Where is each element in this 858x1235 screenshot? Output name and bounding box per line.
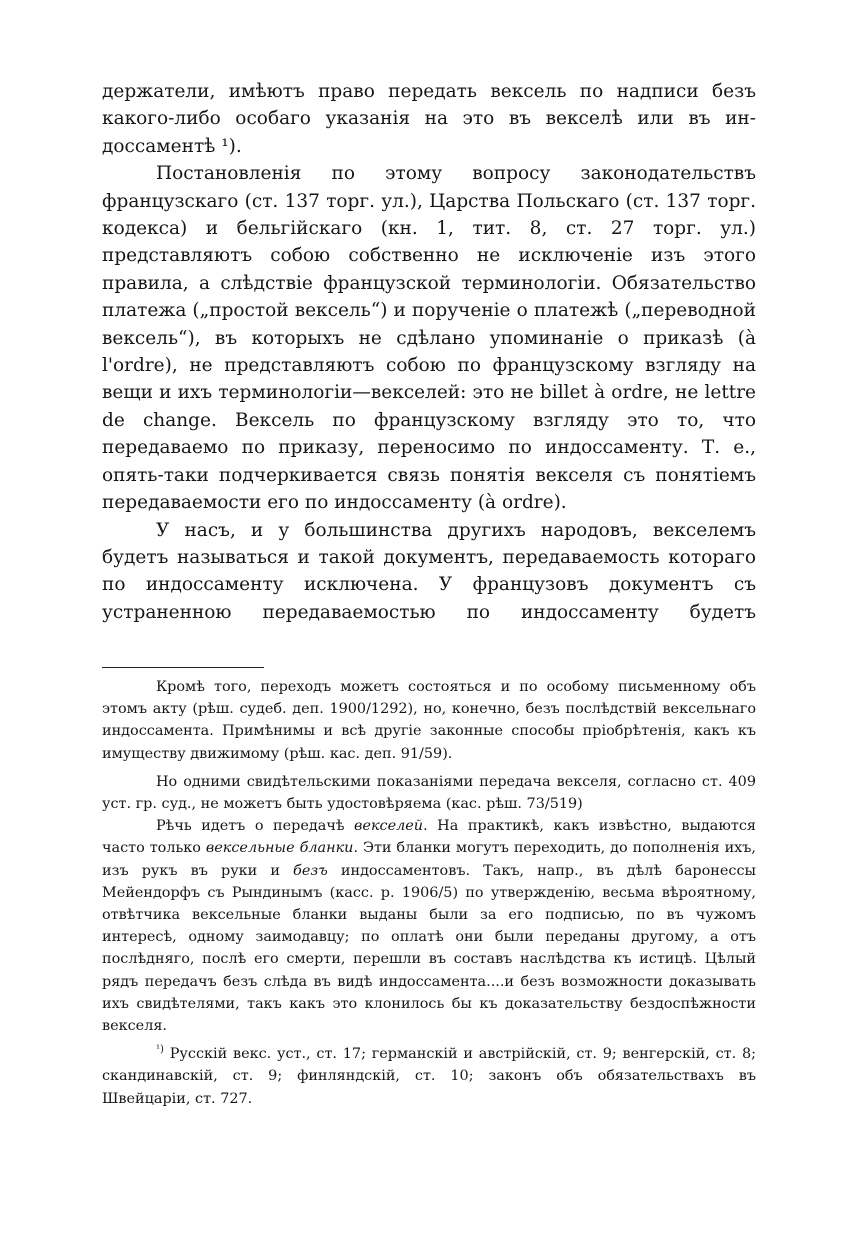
main-line-3: доссаментѣ ¹).	[102, 135, 242, 157]
paragraph-other-nations: У насъ, и у большинства другихъ народовъ, векселемъ будетъ называться и такой документъ, передаваемость котораго по индоссаменту исключена. У французовъ документъ съ устраненною передаваемостью по индоссаменту будетъ	[102, 519, 756, 623]
note-blank-bills-italic-3: безъ	[293, 862, 328, 879]
note-transfer-by-writing: Кромѣ того, переходъ можетъ состояться и по особому письменному объ этомъ акту (рѣш. судеб. деп. 1900/1292), но, конечно, безъ послѣдствій вексельнаго индоссамента. Примѣнимы и всѣ другіе законные способы пріобрѣтенія, какъ къ имуществу движимому (рѣш. кас. деп. 91/59).	[102, 679, 756, 762]
note-blank-bills	[102, 815, 756, 1037]
note-blank-bills-text-2: . На практикѣ, какъ извѣстно, выдаются часто только	[102, 818, 756, 857]
note-witness-testimony: Но одними свидѣтельскими показаніями передача векселя, согласно ст. 409 уст. гр. суд., не можетъ быть удостовѣряема (кас. рѣш. 73/519)	[102, 773, 756, 813]
paragraph-french-law: Постановленія по этому вопросу законодательствъ французскаго (ст. 137 торг. ул.), Царства Польскаго (ст. 137 торг. кодекса) и бельгійскаго (кн. 1, тит. 8, ст. 27 торг. ул.) представляютъ собою собственно не исключеніе изъ этого правила, а слѣдствіе французской терминологіи. Обязательство платежа („простой вексель“) и порученіе о платежѣ („переводной вексель“), въ которыхъ не сдѣлано упоминаніе о приказѣ (à l'ordre), не представляютъ собою по французскому взгляду на вещи и ихъ терминологіи—векселей: это не billet à ordre, не lettre de change. Вексель по французскому взгляду это то, что передаваемо по приказу, переносимо по индоссаменту. Т. е., опять-таки подчеркивается связь понятія векселя съ понятіемъ передаваемости его по индоссаменту (à ordre).	[102, 163, 756, 514]
note-blank-bills-text-3: . Эти бланки могутъ переходить, до пополненія ихъ, изъ рукъ въ руки и	[102, 840, 757, 879]
footnotes	[102, 676, 756, 1110]
note-blank-bills-text-1: Рѣчь идетъ о передачѣ	[156, 818, 355, 835]
note-blank-bills-italic-1: векселей	[354, 818, 424, 835]
main-line-1: держатели, имѣютъ право передать вексель по надписи безъ	[102, 81, 756, 102]
note-blank-bills-text-4: индоссаментовъ. Такъ, напр., въ дѣлѣ баронессы Мейендорфъ съ Рындинымъ (касс. р. 1906/5) по утвержденію, весьма вѣроятному, отвѣтчика вексельные бланки выданы были за его подписью, по въ чужомъ интересѣ, одному заимодавцу; по оплатѣ они были переданы другому, а отъ послѣдняго, послѣ его смерти, перешли въ составъ наслѣдства къ истицѣ. Цѣлый рядъ передачъ безъ слѣда въ видѣ индоссамента....и безъ возможности доказывать ихъ свидѣтелями, такъ какъ это клонилось бы къ доказательству бездоспѣжности векселя.	[102, 862, 756, 1035]
note-blank-bills-italic-2: вексельные бланки	[205, 840, 354, 857]
footnote-mark: ¹)	[156, 1044, 164, 1056]
main-text	[102, 78, 756, 626]
footnote-1	[102, 1043, 756, 1110]
main-line-2: какого-либо особаго указанія на это въ векселѣ или въ ин-	[102, 108, 756, 130]
footnote-1-text: Русскій векс. уст., ст. 17; германскій и австрійскій, ст. 9; венгерскій, ст. 8; скандинавскій, ст. 9; финляндскій, ст. 10; законъ объ обязательствахъ въ Швейцаріи, ст. 727.	[102, 1046, 756, 1107]
footnote-separator	[102, 667, 264, 668]
